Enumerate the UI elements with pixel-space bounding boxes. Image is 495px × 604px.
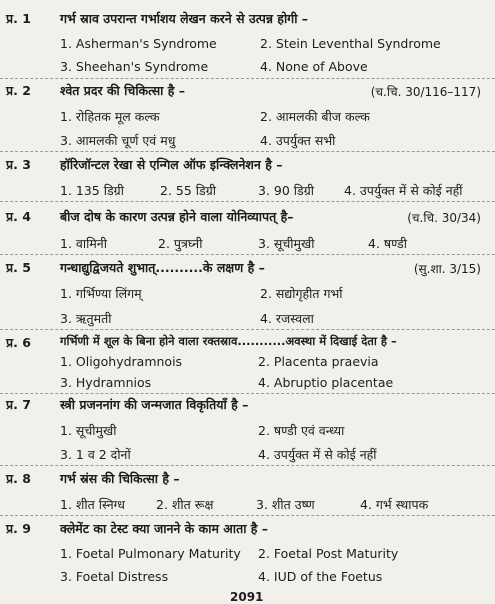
divider [0,254,495,255]
question-number: प्र. 3 [6,157,31,172]
option-2[interactable]: 2. Stein Leventhal Syndrome [260,36,441,51]
question-number: प्र. 5 [6,260,31,275]
option-3[interactable]: 3. Foetal Distress [60,569,169,584]
question-text: हॉरिजॉन्टल रेखा से एन्गिल ऑफ इन्क्लिनेशन है – [60,157,283,172]
option-1[interactable]: 1. Oligohydramnois [60,354,183,369]
question-number: प्र. 8 [6,471,31,486]
option-1[interactable]: 1. सूचीमुखी [60,423,117,438]
option-3[interactable]: 3. सूचीमुखी [258,236,315,251]
divider [0,465,495,466]
option-4[interactable]: 4. उपर्युक्त में से कोई नहीं [344,183,463,198]
option-4[interactable]: 4. IUD of the Foetus [258,569,383,584]
reference: (च.चि. 30/116–117) [370,85,481,99]
question-number: प्र. 9 [6,521,31,536]
question-number: प्र. 4 [6,209,31,224]
question-number: प्र. 2 [6,83,31,98]
option-2[interactable]: 2. आमलकी बीज कल्क [260,109,370,124]
option-1[interactable]: 1. 135 डिग्री [60,183,124,198]
question-text: स्त्री प्रजननांग की जन्मजात विकृतियाँ है – [60,397,249,412]
option-1[interactable]: 1. रोहितक मूल कल्क [60,109,160,124]
option-4[interactable]: 4. रजस्वला [260,311,314,326]
question-text: गर्भिणी में शूल के बिना होने वाला रक्तस्राव...........अवस्था में दिखाई देता है – [60,334,397,348]
option-4[interactable]: 4. षण्डी [368,236,407,251]
question-text: बीज दोष के कारण उत्पन्न होने वाला योनिव्यापत् है– [60,209,294,224]
option-2[interactable]: 2. सद्योगृहीत गर्भा [260,286,343,301]
option-4[interactable]: 4. None of Above [260,59,368,74]
page-number: 2091 [230,590,264,604]
divider [0,515,495,516]
question-text: क्लेमेंट का टेस्ट क्या जानने के काम आता है – [60,521,269,536]
option-4[interactable]: 4. Abruptio placentae [258,375,394,390]
reference: (च.चि. 30/34) [407,211,481,225]
option-2[interactable]: 2. षण्डी एवं वन्ध्या [258,423,345,438]
option-3[interactable]: 3. 90 डिग्री [258,183,314,198]
question-number: प्र. 1 [6,11,31,26]
option-3[interactable]: 3. ऋतुमती [60,311,112,326]
option-4[interactable]: 4. उपर्युक्त सभी [260,133,336,148]
option-2[interactable]: 2. Placenta praevia [258,354,379,369]
option-3[interactable]: 3. Sheehan's Syndrome [60,59,209,74]
option-4[interactable]: 4. गर्भ स्थापक [360,497,429,512]
divider [0,151,495,152]
option-1[interactable]: 1. शीत स्निग्ध [60,497,125,512]
option-1[interactable]: 1. गर्भिण्या लिंगम् [60,286,142,301]
option-3[interactable]: 3. शीत उष्ण [256,497,315,512]
reference: (सु.शा. 3/15) [413,262,481,276]
divider [0,329,495,330]
divider [0,393,495,394]
question-text: श्वेत प्रदर की चिकित्सा है – [60,83,186,98]
option-1[interactable]: 1. वामिनी [60,236,107,251]
question-text: गर्भ स्रंस की चिकित्सा है – [60,471,180,486]
question-text: गन्धाद्युद्विजयते शुभात्..........के लक्षण है – [60,260,265,275]
question-number: प्र. 6 [6,335,31,350]
option-2[interactable]: 2. पुत्रघ्नी [158,236,203,251]
divider [0,201,495,202]
option-3[interactable]: 3. Hydramnios [60,375,152,390]
option-1[interactable]: 1. Foetal Pulmonary Maturity [60,546,241,561]
option-4[interactable]: 4. उपर्युक्त में से कोई नहीं [258,447,377,462]
option-2[interactable]: 2. शीत रूक्ष [156,497,214,512]
option-1[interactable]: 1. Asherman's Syndrome [60,36,217,51]
option-2[interactable]: 2. 55 डिग्री [160,183,216,198]
option-3[interactable]: 3. आमलकी चूर्ण एवं मधु [60,133,176,148]
question-number: प्र. 7 [6,397,31,412]
option-3[interactable]: 3. 1 व 2 दोनों [60,447,131,462]
option-2[interactable]: 2. Foetal Post Maturity [258,546,399,561]
divider [0,78,495,79]
question-text: गर्भ स्राव उपरान्त गर्भाशय लेखन करने से उत्पन्न होगी – [60,11,309,26]
